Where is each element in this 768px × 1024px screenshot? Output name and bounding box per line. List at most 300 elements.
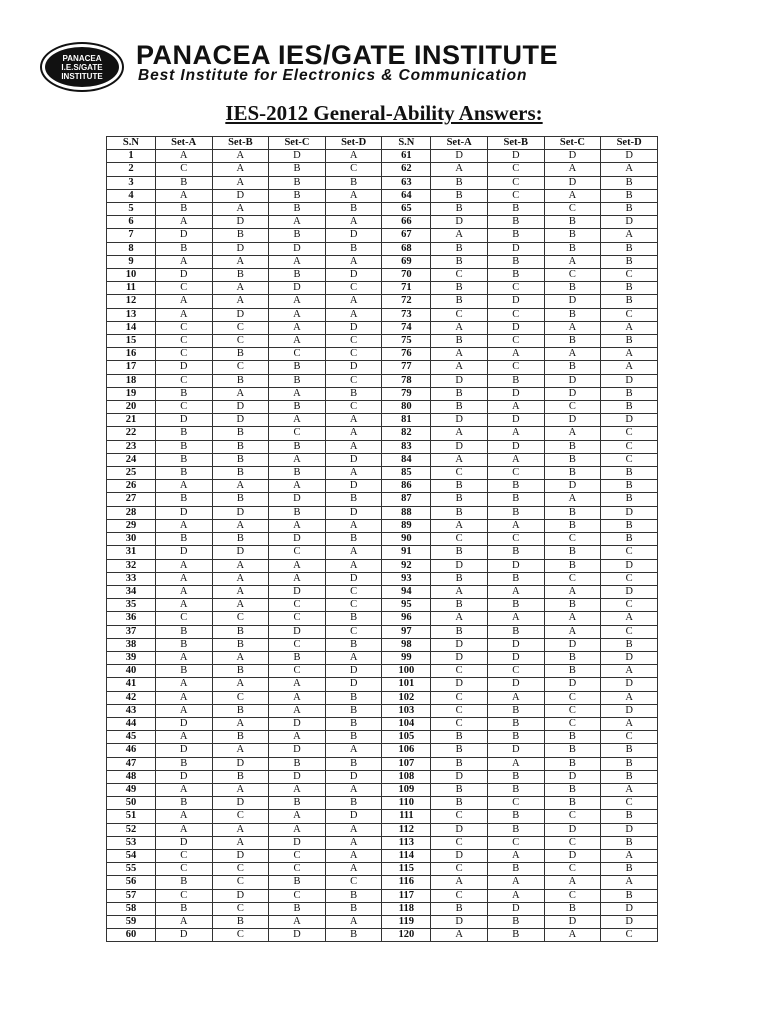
answer-cell: B — [325, 929, 382, 942]
answer-cell: C — [601, 427, 658, 440]
table-row — [107, 295, 658, 308]
answer-cell: B — [544, 744, 601, 757]
answer-cell: B — [487, 374, 544, 387]
answer-cell: B — [544, 216, 601, 229]
answer-cell: D — [155, 361, 212, 374]
answer-cell: B — [155, 533, 212, 546]
answer-cell: D — [325, 361, 382, 374]
question-number-cell: 107 — [382, 757, 431, 770]
answer-cell: C — [487, 163, 544, 176]
answer-cell: C — [155, 401, 212, 414]
answer-cell: A — [544, 612, 601, 625]
question-number-cell: 66 — [382, 216, 431, 229]
answer-cell: C — [155, 889, 212, 902]
answer-cell: D — [325, 453, 382, 466]
answer-cell: A — [601, 691, 658, 704]
logo-line: I.E.S/GATE — [61, 62, 103, 72]
question-number-cell: 94 — [382, 585, 431, 598]
question-number-cell: 1 — [107, 150, 156, 163]
answer-cell: C — [269, 665, 326, 678]
table-row — [107, 915, 658, 928]
table-row — [107, 453, 658, 466]
answer-cell: A — [212, 203, 269, 216]
question-number-cell: 113 — [382, 836, 431, 849]
question-number-cell: 18 — [107, 374, 156, 387]
question-number-cell: 118 — [382, 902, 431, 915]
answer-cell: B — [544, 335, 601, 348]
answer-cell: A — [325, 546, 382, 559]
answer-cell: B — [325, 717, 382, 730]
table-row — [107, 321, 658, 334]
answer-cell: B — [601, 401, 658, 414]
answer-cell: C — [431, 533, 488, 546]
answer-cell: A — [325, 836, 382, 849]
question-number-cell: 108 — [382, 770, 431, 783]
answer-cell: B — [325, 387, 382, 400]
answer-cell: C — [325, 282, 382, 295]
answer-cell: C — [325, 401, 382, 414]
answer-cell: B — [269, 176, 326, 189]
answer-cell: B — [212, 704, 269, 717]
answer-cell: B — [155, 176, 212, 189]
question-number-cell: 86 — [382, 480, 431, 493]
answer-cell: B — [431, 242, 488, 255]
answer-cell: A — [212, 651, 269, 664]
answer-cell: A — [269, 453, 326, 466]
question-number-cell: 10 — [107, 269, 156, 282]
answer-cell: A — [155, 678, 212, 691]
question-number-cell: 63 — [382, 176, 431, 189]
question-number-cell: 64 — [382, 189, 431, 202]
table-row — [107, 480, 658, 493]
table-row — [107, 255, 658, 268]
answer-cell: D — [487, 638, 544, 651]
answer-cell: A — [212, 255, 269, 268]
answer-cell: A — [325, 189, 382, 202]
answer-cell: A — [269, 572, 326, 585]
answer-cell: A — [212, 823, 269, 836]
answer-cell: C — [601, 546, 658, 559]
answer-cell: C — [269, 546, 326, 559]
answer-cell: B — [155, 665, 212, 678]
answer-cell: D — [601, 585, 658, 598]
answer-cell: A — [544, 321, 601, 334]
table-row — [107, 783, 658, 796]
answer-cell: A — [155, 216, 212, 229]
answer-cell: A — [269, 387, 326, 400]
answer-cell: B — [431, 255, 488, 268]
answer-cell: D — [269, 836, 326, 849]
answer-cell: B — [601, 242, 658, 255]
answer-cell: C — [155, 849, 212, 862]
answer-cell: A — [155, 585, 212, 598]
answer-cell: D — [544, 374, 601, 387]
column-header: Set-B — [212, 137, 269, 150]
answer-cell: A — [487, 691, 544, 704]
answer-cell: C — [212, 876, 269, 889]
answer-cell: C — [601, 308, 658, 321]
answer-cell: A — [431, 585, 488, 598]
answer-cell: A — [544, 189, 601, 202]
question-number-cell: 33 — [107, 572, 156, 585]
question-number-cell: 83 — [382, 440, 431, 453]
answer-cell: C — [155, 321, 212, 334]
answer-cell: D — [325, 770, 382, 783]
answer-cell: A — [431, 612, 488, 625]
answer-cell: B — [325, 242, 382, 255]
answer-cell: C — [487, 836, 544, 849]
column-header: S.N — [107, 137, 156, 150]
answer-cell: C — [544, 836, 601, 849]
column-header: Set-A — [431, 137, 488, 150]
answer-cell: D — [431, 770, 488, 783]
answer-cell: D — [325, 665, 382, 678]
answer-cell: A — [487, 427, 544, 440]
answer-cell: B — [212, 638, 269, 651]
answer-cell: D — [601, 651, 658, 664]
question-number-cell: 102 — [382, 691, 431, 704]
question-number-cell: 76 — [382, 348, 431, 361]
answer-cell: C — [601, 453, 658, 466]
answer-cell: C — [544, 401, 601, 414]
answer-cell: B — [544, 665, 601, 678]
answer-cell: A — [269, 255, 326, 268]
answer-cell: C — [155, 163, 212, 176]
answer-cell: D — [431, 849, 488, 862]
answer-cell: A — [325, 915, 382, 928]
table-row — [107, 638, 658, 651]
answer-cell: D — [212, 242, 269, 255]
answer-cell: A — [269, 678, 326, 691]
table-row — [107, 414, 658, 427]
answer-cell: B — [431, 387, 488, 400]
answer-cell: D — [269, 770, 326, 783]
answer-cell: C — [431, 691, 488, 704]
answer-cell: D — [544, 387, 601, 400]
answer-cell: B — [212, 493, 269, 506]
question-number-cell: 46 — [107, 744, 156, 757]
table-row — [107, 440, 658, 453]
question-number-cell: 59 — [107, 915, 156, 928]
question-number-cell: 81 — [382, 414, 431, 427]
answer-cell: A — [269, 704, 326, 717]
answer-cell: D — [212, 546, 269, 559]
table-row — [107, 625, 658, 638]
question-number-cell: 32 — [107, 559, 156, 572]
logo-line: INSTITUTE — [61, 71, 103, 81]
answer-cell: B — [601, 810, 658, 823]
answer-cell: A — [487, 453, 544, 466]
answer-cell: A — [325, 308, 382, 321]
answer-cell: B — [601, 770, 658, 783]
question-number-cell: 17 — [107, 361, 156, 374]
answer-cell: D — [155, 269, 212, 282]
question-number-cell: 48 — [107, 770, 156, 783]
answer-cell: A — [325, 295, 382, 308]
question-number-cell: 85 — [382, 467, 431, 480]
answer-cell: B — [269, 163, 326, 176]
answer-cell: D — [212, 506, 269, 519]
answer-cell: A — [601, 849, 658, 862]
table-row — [107, 810, 658, 823]
answer-cell: B — [325, 533, 382, 546]
column-header: Set-C — [269, 137, 326, 150]
table-row — [107, 585, 658, 598]
answer-cell: C — [431, 704, 488, 717]
answer-cell: B — [487, 731, 544, 744]
answer-cell: D — [212, 216, 269, 229]
answer-cell: A — [212, 678, 269, 691]
question-number-cell: 58 — [107, 902, 156, 915]
answer-cell: D — [487, 295, 544, 308]
table-row — [107, 902, 658, 915]
question-number-cell: 90 — [382, 533, 431, 546]
answer-cell: B — [601, 189, 658, 202]
table-row — [107, 348, 658, 361]
answer-cell: B — [601, 638, 658, 651]
answer-cell: B — [487, 599, 544, 612]
answer-cell: B — [487, 546, 544, 559]
answer-cell: B — [325, 638, 382, 651]
answer-cell: D — [155, 717, 212, 730]
table-row — [107, 493, 658, 506]
answer-cell: D — [487, 242, 544, 255]
answer-cell: C — [431, 665, 488, 678]
answer-cell: D — [544, 678, 601, 691]
table-row — [107, 651, 658, 664]
answer-cell: B — [269, 361, 326, 374]
table-row — [107, 599, 658, 612]
question-number-cell: 65 — [382, 203, 431, 216]
question-number-cell: 26 — [107, 480, 156, 493]
question-number-cell: 115 — [382, 863, 431, 876]
answer-cell: A — [325, 150, 382, 163]
answer-cell: B — [212, 269, 269, 282]
question-number-cell: 96 — [382, 612, 431, 625]
column-header: Set-C — [544, 137, 601, 150]
answer-cell: B — [431, 203, 488, 216]
table-header-row — [107, 137, 658, 150]
logo-badge — [45, 47, 119, 87]
answer-cell: A — [155, 704, 212, 717]
answer-cell: B — [431, 295, 488, 308]
answer-cell: D — [269, 744, 326, 757]
answer-cell: B — [601, 335, 658, 348]
answer-cell: B — [431, 783, 488, 796]
answer-cell: A — [325, 216, 382, 229]
answer-cell: B — [487, 269, 544, 282]
answer-cell: D — [544, 849, 601, 862]
question-number-cell: 49 — [107, 783, 156, 796]
answer-cell: C — [155, 612, 212, 625]
question-number-cell: 21 — [107, 414, 156, 427]
answer-cell: A — [431, 929, 488, 942]
answer-cell: A — [155, 295, 212, 308]
answer-cell: A — [431, 453, 488, 466]
answer-cell: B — [269, 876, 326, 889]
question-number-cell: 60 — [107, 929, 156, 942]
answer-cell: A — [544, 163, 601, 176]
answer-cell: C — [544, 533, 601, 546]
answer-cell: B — [431, 902, 488, 915]
answer-cell: A — [212, 572, 269, 585]
answer-cell: B — [544, 519, 601, 532]
answer-cell: C — [431, 717, 488, 730]
answer-cell: C — [155, 282, 212, 295]
answer-cell: B — [601, 744, 658, 757]
answer-cell: C — [487, 189, 544, 202]
answer-cell: A — [544, 427, 601, 440]
answer-cell: B — [269, 229, 326, 242]
answer-cell: B — [212, 665, 269, 678]
answer-cell: D — [601, 374, 658, 387]
answer-cell: B — [544, 559, 601, 572]
question-number-cell: 103 — [382, 704, 431, 717]
answer-cell: C — [269, 612, 326, 625]
answer-cell: B — [601, 533, 658, 546]
table-row — [107, 203, 658, 216]
answer-cell: B — [155, 242, 212, 255]
question-number-cell: 35 — [107, 599, 156, 612]
answer-cell: B — [544, 651, 601, 664]
answer-cell: B — [544, 546, 601, 559]
answer-cell: D — [269, 585, 326, 598]
answer-cell: D — [212, 757, 269, 770]
answer-cell: A — [269, 335, 326, 348]
question-number-cell: 57 — [107, 889, 156, 902]
answer-cell: D — [212, 414, 269, 427]
answer-cell: B — [487, 203, 544, 216]
question-number-cell: 20 — [107, 401, 156, 414]
answer-cell: B — [431, 493, 488, 506]
answer-cell: C — [431, 308, 488, 321]
answer-cell: D — [487, 744, 544, 757]
question-number-cell: 5 — [107, 203, 156, 216]
answer-cell: D — [601, 823, 658, 836]
answer-cell: B — [544, 467, 601, 480]
question-number-cell: 87 — [382, 493, 431, 506]
answer-cell: B — [212, 625, 269, 638]
answer-cell: B — [325, 612, 382, 625]
answer-cell: A — [269, 216, 326, 229]
answer-cell: B — [431, 572, 488, 585]
answer-cell: B — [544, 229, 601, 242]
answer-cell: A — [269, 321, 326, 334]
answer-cell: B — [212, 374, 269, 387]
answer-cell: D — [269, 242, 326, 255]
answer-cell: A — [269, 295, 326, 308]
answer-cell: A — [544, 493, 601, 506]
table-row — [107, 467, 658, 480]
answer-cell: D — [431, 216, 488, 229]
answer-cell: B — [487, 572, 544, 585]
answer-cell: B — [601, 467, 658, 480]
question-number-cell: 29 — [107, 519, 156, 532]
answer-cell: A — [212, 783, 269, 796]
question-number-cell: 11 — [107, 282, 156, 295]
question-number-cell: 4 — [107, 189, 156, 202]
answer-cell: A — [601, 665, 658, 678]
column-header: Set-B — [487, 137, 544, 150]
answer-cell: A — [269, 810, 326, 823]
answer-cell: A — [544, 255, 601, 268]
answer-cell: C — [487, 797, 544, 810]
answer-cell: A — [431, 519, 488, 532]
answer-cell: C — [544, 704, 601, 717]
answer-cell: B — [431, 797, 488, 810]
answer-cell: A — [325, 863, 382, 876]
answer-table — [106, 136, 658, 942]
answer-cell: D — [487, 440, 544, 453]
answer-cell: A — [212, 163, 269, 176]
table-row — [107, 335, 658, 348]
answer-cell: D — [601, 678, 658, 691]
question-number-cell: 97 — [382, 625, 431, 638]
question-number-cell: 43 — [107, 704, 156, 717]
answer-cell: A — [487, 348, 544, 361]
question-number-cell: 114 — [382, 849, 431, 862]
answer-cell: C — [487, 335, 544, 348]
question-number-cell: 80 — [382, 401, 431, 414]
answer-cell: C — [487, 176, 544, 189]
answer-cell: D — [544, 295, 601, 308]
answer-cell: B — [601, 757, 658, 770]
answer-cell: C — [431, 863, 488, 876]
question-number-cell: 74 — [382, 321, 431, 334]
question-number-cell: 52 — [107, 823, 156, 836]
answer-cell: B — [155, 467, 212, 480]
answer-cell: C — [544, 889, 601, 902]
answer-cell: C — [431, 889, 488, 902]
answer-cell: D — [544, 823, 601, 836]
answer-cell: A — [601, 876, 658, 889]
table-row — [107, 361, 658, 374]
question-number-cell: 50 — [107, 797, 156, 810]
question-number-cell: 71 — [382, 282, 431, 295]
answer-cell: B — [269, 651, 326, 664]
answer-cell: D — [325, 229, 382, 242]
answer-cell: B — [325, 691, 382, 704]
answer-cell: A — [155, 651, 212, 664]
answer-cell: D — [155, 744, 212, 757]
answer-cell: A — [325, 823, 382, 836]
answer-cell: B — [155, 797, 212, 810]
answer-cell: D — [431, 823, 488, 836]
question-number-cell: 79 — [382, 387, 431, 400]
answer-cell: B — [325, 176, 382, 189]
answer-cell: B — [544, 797, 601, 810]
answer-cell: B — [487, 704, 544, 717]
question-number-cell: 51 — [107, 810, 156, 823]
answer-cell: D — [155, 506, 212, 519]
answer-cell: C — [212, 612, 269, 625]
answer-cell: B — [325, 731, 382, 744]
question-number-cell: 117 — [382, 889, 431, 902]
question-number-cell: 88 — [382, 506, 431, 519]
answer-cell: B — [544, 282, 601, 295]
answer-cell: A — [155, 572, 212, 585]
answer-cell: A — [325, 783, 382, 796]
answer-cell: D — [269, 533, 326, 546]
question-number-cell: 104 — [382, 717, 431, 730]
answer-cell: B — [544, 783, 601, 796]
table-row — [107, 717, 658, 730]
answer-cell: A — [544, 585, 601, 598]
question-number-cell: 8 — [107, 242, 156, 255]
answer-cell: A — [155, 519, 212, 532]
answer-cell: D — [431, 440, 488, 453]
answer-cell: C — [431, 467, 488, 480]
